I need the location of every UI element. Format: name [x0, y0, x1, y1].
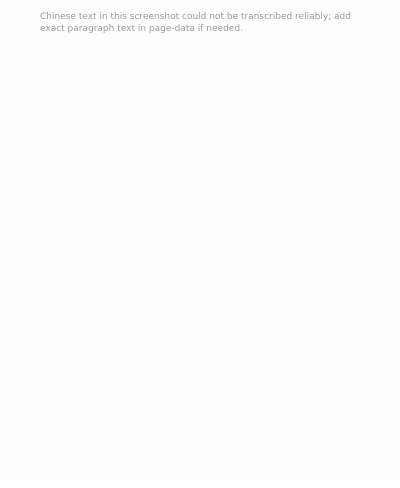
paragraph-line: [62, 388, 364, 406]
paragraph-line: [62, 470, 364, 488]
paragraph-line: [62, 288, 364, 306]
paragraph-gap: [62, 406, 364, 416]
paragraph-line: [62, 306, 364, 324]
text-column: [62, 48, 364, 488]
paragraph-gap: [62, 84, 364, 94]
paragraph-line: [62, 112, 364, 130]
paragraph-line: [62, 370, 364, 388]
paragraph-line: [62, 260, 364, 278]
paragraph-gap: [62, 186, 364, 196]
paragraph-line: [62, 48, 364, 66]
paragraph-line: [62, 232, 364, 250]
paragraph-line: [62, 324, 364, 342]
paragraph-gap: [62, 278, 364, 288]
paragraph-gap: [62, 130, 364, 140]
paragraph-line: [62, 352, 364, 370]
paragraph-line: [62, 214, 364, 232]
paragraph-line: [62, 168, 364, 186]
paragraph-line: [62, 452, 364, 470]
paragraph-line: [62, 416, 364, 434]
paragraph-line: [62, 66, 364, 84]
transcription-notice: Chinese text in this screenshot could not be transcribed reliably; add exact paragraph text in page-data if needed.: [40, 12, 351, 34]
paragraph-gap: [62, 158, 364, 168]
paragraph-line: [62, 196, 364, 214]
paragraph-line: [62, 140, 364, 158]
paragraph-line: [62, 94, 364, 112]
paragraph-gap: [62, 342, 364, 352]
paragraph-gap: [62, 250, 364, 260]
paragraph-line: [62, 434, 364, 452]
